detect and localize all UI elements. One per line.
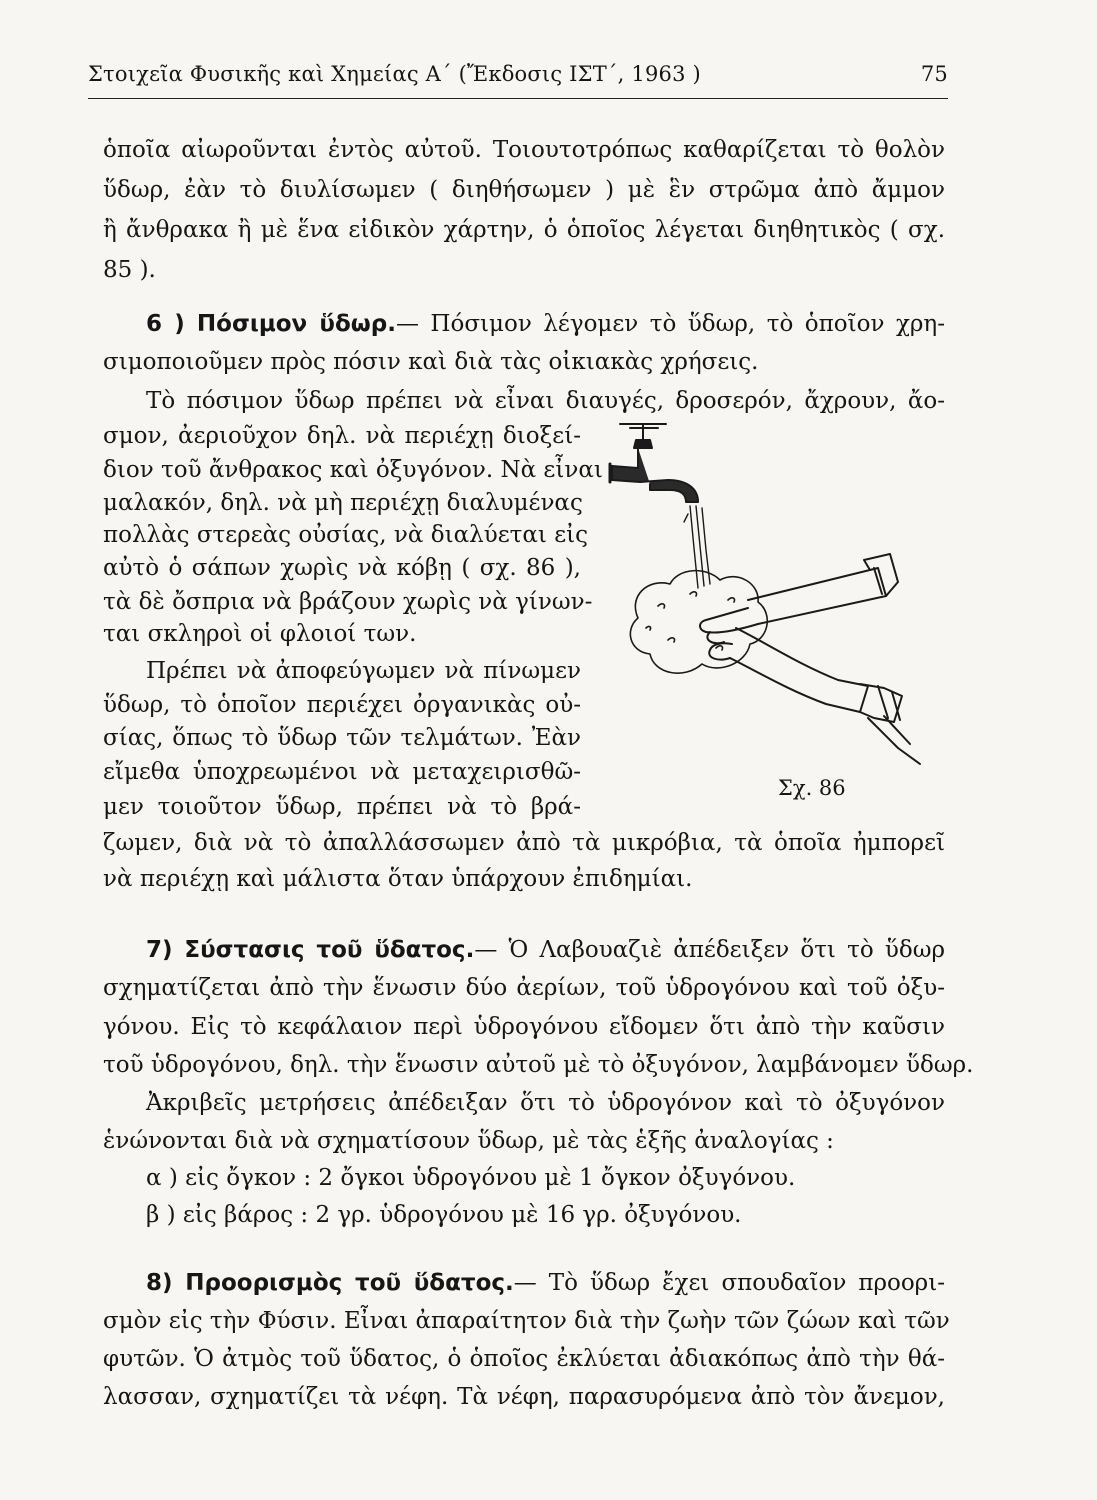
paragraph-line: τὰ δὲ ὄσπρια νὰ βράζουν χωρὶς νὰ γίνων- bbox=[103, 589, 593, 615]
paragraph-line: ἑνώνονται διὰ νὰ σχηματίσουν ὕδωρ, μὲ τὰς ἑξῆς ἀναλογίας : bbox=[103, 1128, 834, 1154]
paragraph-line: μεν τοιοῦτον ὕδωρ, πρέπει νὰ τὸ βρά- bbox=[103, 794, 581, 820]
paragraph-line: σμὸν εἰς τὴν Φύσιν. Εἶναι ἀπαραίτητον διὰ τὴν ζωὴν τῶν ζώων καὶ τῶν bbox=[103, 1308, 950, 1334]
paragraph-line: ὕδωρ, ἐὰν τὸ διυλίσωμεν ( διηθήσωμεν ) μὲ ἓν στρῶμα ἀπὸ ἄμμον bbox=[103, 177, 945, 203]
paragraph-line: Πρέπει νὰ ἀποφεύγωμεν νὰ πίνωμεν bbox=[146, 658, 581, 684]
section-7-first-line bbox=[146, 935, 945, 967]
paragraph-line: ὕδωρ, τὸ ὁποῖον περιέχει ὀργανικὰς οὐ- bbox=[103, 692, 581, 718]
paragraph-line: ται σκληροὶ οἱ φλοιοί των. bbox=[103, 621, 417, 647]
paragraph-line: Τὸ πόσιμον ὕδωρ πρέπει νὰ εἶναι διαυγές, δροσερόν, ἄχρουν, ἄο- bbox=[146, 388, 945, 414]
paragraph-line: σχηματίζεται ἀπὸ τὴν ἕνωσιν δύο ἀερίων, τοῦ ὑδρογόνου καὶ τοῦ ὀξυ- bbox=[103, 975, 945, 1001]
lower-arm-and-hand bbox=[709, 628, 920, 764]
ratio-item: β ) εἰς βάρος : 2 γρ. ὑδρογόνου μὲ 16 γρ. ὀξυγόνου. bbox=[146, 1202, 742, 1228]
section-8-first-line bbox=[146, 1268, 945, 1300]
paragraph-line: διον τοῦ ἄνθρακος καὶ ὀξυγόνον. Νὰ εἶναι bbox=[103, 457, 603, 483]
faucet-washing-hands-illustration bbox=[598, 418, 928, 773]
paragraph-line: τοῦ ὑδρογόνου, δηλ. τὴν ἕνωσιν αὐτοῦ μὲ τὸ ὀξυγόνον, λαμβάνομεν ὕδωρ. bbox=[103, 1052, 974, 1078]
paragraph-line: σιμοποιοῦμεν πρὸς πόσιν καὶ διὰ τὰς οἰκιακὰς χρήσεις. bbox=[103, 349, 759, 375]
paragraph-line: λασσαν, σχηματίζει τὰ νέφη. Τὰ νέφη, παρασυρόμενα ἀπὸ τὸν ἄνεμον, bbox=[103, 1384, 945, 1410]
paragraph-line: ζωμεν, διὰ νὰ τὸ ἀπαλλάσσωμεν ἀπὸ τὰ μικρόβια, τὰ ὁποῖα ἠμπορεῖ bbox=[103, 830, 945, 856]
paragraph-line: νὰ περιέχῃ καὶ μάλιστα ὅταν ὑπάρχουν ἐπιδημίαι. bbox=[103, 866, 693, 892]
header-rule bbox=[88, 98, 948, 99]
paragraph-line: Ἀκριβεῖς μετρήσεις ἀπέδειξαν ὅτι τὸ ὑδρογόνον καὶ τὸ ὀξυγόνον bbox=[146, 1090, 945, 1116]
paragraph-line: αὐτὸ ὁ σάπων χωρὶς νὰ κόβῃ ( σχ. 86 ), bbox=[103, 555, 581, 581]
page-number: 75 bbox=[920, 62, 948, 86]
section-6-lead: — Πόσιμον λέγομεν τὸ ὕδωρ, τὸ ὁποῖον χρη- bbox=[395, 311, 945, 337]
running-header bbox=[88, 62, 948, 92]
section-8-lead: — Τὸ ὕδωρ ἔχει σπουδαῖον προορι- bbox=[513, 1270, 945, 1296]
section-6-first-line bbox=[146, 309, 945, 341]
figure-caption: Σχ. 86 bbox=[778, 776, 846, 800]
paragraph-line: ὁποῖα αἰωροῦνται ἐντὸς αὐτοῦ. Τοιουτοτρόπως καθαρίζεται τὸ θολὸν bbox=[103, 137, 945, 163]
paragraph-line: γόνου. Εἰς τὸ κεφάλαιον περὶ ὑδρογόνου εἴδομεν ὅτι ἀπὸ τὴν καῦσιν bbox=[103, 1014, 945, 1040]
paragraph-line: πολλὰς στερεὰς οὐσίας, νὰ διαλύεται εἰς bbox=[103, 522, 589, 548]
ratio-item: α ) εἰς ὄγκον : 2 ὄγκοι ὑδρογόνου μὲ 1 ὄγκον ὀξυγόνου. bbox=[146, 1165, 796, 1191]
section-8-heading: 8) Προορισμὸς τοῦ ὕδατος. bbox=[146, 1270, 514, 1296]
section-7-heading: 7) Σύστασις τοῦ ὕδατος. bbox=[146, 937, 475, 963]
paragraph-line: μαλακόν, δηλ. νὰ μὴ περιέχῃ διαλυμένας bbox=[103, 490, 583, 516]
paragraph-line: φυτῶν. Ὁ ἀτμὸς τοῦ ὕδατος, ὁ ὁποῖος ἐκλύεται ἀδιακόπως ἀπὸ τὴν θά- bbox=[103, 1346, 945, 1372]
faucet-icon bbox=[610, 424, 698, 502]
section-6-heading: 6 ) Πόσιμον ὕδωρ. bbox=[146, 311, 396, 337]
paragraph-line: ἢ ἄνθρακα ἢ μὲ ἕνα εἰδικὸν χάρτην, ὁ ὁποῖος λέγεται διηθητικὸς ( σχ. bbox=[103, 217, 945, 243]
figure-86 bbox=[598, 418, 928, 773]
paragraph-line: εἴμεθα ὑποχρεωμένοι νὰ μεταχειρισθῶ- bbox=[103, 759, 581, 785]
running-header-title: Στοιχεῖα Φυσικῆς καὶ Χημείας Α΄ (Ἔκδοσις ΙΣΤ΄, 1963 ) bbox=[88, 62, 701, 86]
paragraph-line: σμον, ἀεριοῦχον δηλ. νὰ περιέχῃ διοξεί- bbox=[103, 423, 581, 449]
section-7-lead: — Ὁ Λαβουαζιὲ ἀπέδειξεν ὅτι τὸ ὕδωρ bbox=[474, 937, 945, 963]
paragraph-line: σίας, ὅπως τὸ ὕδωρ τῶν τελμάτων. Ἐὰν bbox=[103, 725, 581, 751]
paragraph-line: 85 ). bbox=[103, 257, 156, 283]
soap-foam bbox=[630, 571, 767, 674]
water-stream bbox=[684, 506, 710, 588]
